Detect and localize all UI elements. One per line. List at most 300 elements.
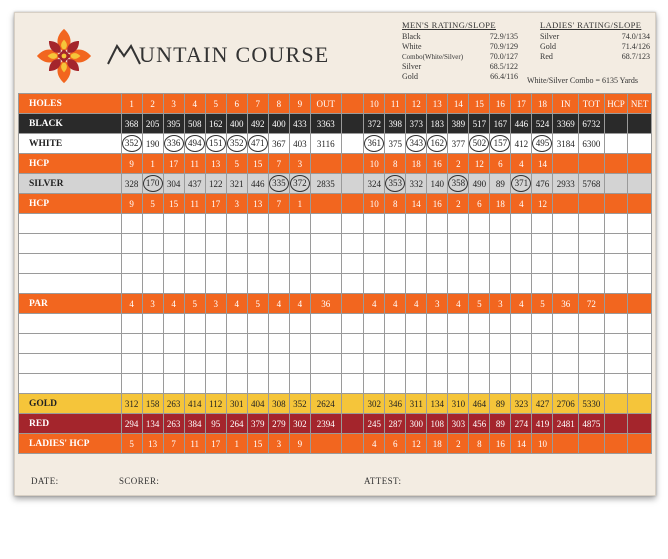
score-entry-cell[interactable] [490,254,511,274]
circled-value: 335 [269,175,289,192]
yardage-cell [604,294,628,314]
score-entry-cell[interactable] [532,234,553,254]
yardage-cell: 10 [364,154,385,174]
score-entry-cell[interactable] [226,334,247,354]
score-entry-cell[interactable] [553,374,579,394]
yardage-cell [628,114,652,134]
score-entry-cell[interactable] [532,334,553,354]
score-entry-cell[interactable] [406,274,427,294]
score-entry-cell[interactable] [163,374,184,394]
player-score-row[interactable] [19,254,652,274]
score-entry-cell[interactable] [604,334,628,354]
score-entry-cell[interactable] [490,214,511,234]
player-score-row[interactable] [19,274,652,294]
yardage-cell: 3 [490,294,511,314]
score-entry-cell[interactable] [247,334,268,354]
yardage-cell [511,174,532,194]
player-name-cell[interactable] [19,354,122,374]
score-entry-cell[interactable] [226,214,247,234]
score-entry-cell[interactable] [310,234,341,254]
score-entry-cell[interactable] [553,354,579,374]
yardage-cell [604,194,628,214]
yardage-cell: 18 [532,94,553,114]
score-entry-cell[interactable] [289,354,310,374]
score-entry-cell[interactable] [142,214,163,234]
yardage-cell: 89 [490,414,511,434]
score-entry-cell[interactable] [511,374,532,394]
score-entry-cell[interactable] [247,254,268,274]
score-entry-cell[interactable] [427,214,448,234]
score-entry-cell[interactable] [579,274,605,294]
score-entry-cell[interactable] [385,214,406,234]
player-score-row[interactable] [19,234,652,254]
score-entry-cell[interactable] [310,334,341,354]
score-entry-cell[interactable] [310,274,341,294]
score-entry-cell[interactable] [364,334,385,354]
score-entry-cell[interactable] [469,374,490,394]
score-entry-cell[interactable] [427,234,448,254]
circled-value: 343 [406,135,426,152]
score-entry-cell[interactable] [490,354,511,374]
yardage-cell: 352 [289,394,310,414]
score-entry-cell[interactable] [628,254,652,274]
score-entry-cell[interactable] [247,234,268,254]
score-entry-cell[interactable] [628,314,652,334]
yardage-cell: 1 [289,194,310,214]
yardage-cell [628,194,652,214]
score-entry-cell[interactable] [289,214,310,234]
player-score-row[interactable] [19,374,652,394]
score-entry-cell[interactable] [385,334,406,354]
score-entry-cell[interactable] [579,254,605,274]
player-name-cell[interactable] [19,314,122,334]
score-entry-cell[interactable] [385,274,406,294]
yardage-cell: 419 [532,414,553,434]
score-entry-cell[interactable] [427,354,448,374]
score-entry-cell[interactable] [310,354,341,374]
score-entry-cell[interactable] [247,374,268,394]
score-entry-cell[interactable] [121,254,142,274]
score-entry-cell[interactable] [341,374,364,394]
score-entry-cell[interactable] [511,334,532,354]
score-entry-cell[interactable] [511,214,532,234]
yardage-cell: 108 [427,414,448,434]
score-entry-cell[interactable] [604,374,628,394]
player-score-row[interactable] [19,214,652,234]
score-entry-cell[interactable] [511,254,532,274]
yardage-cell [579,154,605,174]
score-entry-cell[interactable] [163,214,184,234]
yardage-cell: 517 [469,114,490,134]
score-entry-cell[interactable] [553,314,579,334]
score-entry-cell[interactable] [364,254,385,274]
circled-value: 502 [469,135,489,152]
score-entry-cell[interactable] [364,274,385,294]
score-entry-cell[interactable] [406,254,427,274]
flower-logo-icon [35,27,93,85]
yardage-cell: 4 [121,294,142,314]
score-entry-cell[interactable] [406,334,427,354]
score-entry-cell[interactable] [247,314,268,334]
score-entry-cell[interactable] [469,354,490,374]
score-entry-cell[interactable] [121,214,142,234]
score-entry-cell[interactable] [289,274,310,294]
yardage-cell: 18 [427,434,448,454]
score-entry-cell[interactable] [184,354,205,374]
score-entry-cell[interactable] [268,234,289,254]
score-entry-cell[interactable] [532,254,553,274]
score-entry-cell[interactable] [385,234,406,254]
row-label: GOLD [19,394,122,414]
yardage-cell: 15 [247,154,268,174]
score-entry-cell[interactable] [448,314,469,334]
score-entry-cell[interactable] [490,334,511,354]
yardage-cell: 508 [184,114,205,134]
mens-rating-row: White 70.9/129 [402,42,518,51]
score-entry-cell[interactable] [142,374,163,394]
score-entry-cell[interactable] [310,314,341,334]
yardage-cell: 279 [268,414,289,434]
yardage-cell: 8 [469,434,490,454]
yardage-cell: 183 [427,114,448,134]
score-entry-cell[interactable] [341,274,364,294]
yardage-cell: 13 [142,434,163,454]
score-entry-cell[interactable] [364,354,385,374]
score-entry-cell[interactable] [184,234,205,254]
score-entry-cell[interactable] [448,254,469,274]
score-entry-cell[interactable] [205,354,226,374]
yardage-cell [310,194,341,214]
mens-rating-heading: MEN'S RATING/SLOPE [402,20,496,30]
score-entry-cell[interactable] [142,354,163,374]
score-entry-cell[interactable] [341,334,364,354]
score-entry-cell[interactable] [406,214,427,234]
score-entry-cell[interactable] [604,254,628,274]
score-entry-cell[interactable] [341,214,364,234]
yardage-cell: 5 [184,294,205,314]
score-entry-cell[interactable] [427,374,448,394]
score-entry-cell[interactable] [532,214,553,234]
score-entry-cell[interactable] [341,354,364,374]
circled-value: 361 [364,135,384,152]
yardage-cell: 4 [226,294,247,314]
yardage-cell: 5 [469,294,490,314]
score-entry-cell[interactable] [184,254,205,274]
yardage-cell [628,434,652,454]
yardage-cell: 400 [226,114,247,134]
score-entry-cell[interactable] [121,274,142,294]
score-entry-cell[interactable] [289,314,310,334]
score-entry-cell[interactable] [268,374,289,394]
score-entry-cell[interactable] [490,314,511,334]
holes-row [19,94,652,114]
yardage-cell: 13 [205,154,226,174]
player-score-row[interactable] [19,354,652,374]
score-entry-cell[interactable] [532,274,553,294]
hcp-row [19,154,652,174]
yardage-cell: 7 [268,154,289,174]
score-entry-cell[interactable] [163,254,184,274]
player-name-cell[interactable] [19,374,122,394]
yardage-cell: 4 [268,294,289,314]
yardage-cell [247,134,268,154]
score-entry-cell[interactable] [532,354,553,374]
score-entry-cell[interactable] [341,254,364,274]
yardage-cell: 490 [469,174,490,194]
score-entry-cell[interactable] [205,214,226,234]
score-entry-cell[interactable] [121,334,142,354]
score-entry-cell[interactable] [406,374,427,394]
score-entry-cell[interactable] [406,314,427,334]
black-tee-row [19,114,652,134]
score-entry-cell[interactable] [142,254,163,274]
score-entry-cell[interactable] [427,254,448,274]
circled-value: 162 [427,135,447,152]
player-score-row[interactable] [19,334,652,354]
score-entry-cell[interactable] [163,274,184,294]
yardage-cell: 5 [121,434,142,454]
score-entry-cell[interactable] [490,234,511,254]
score-entry-cell[interactable] [184,214,205,234]
score-entry-cell[interactable] [226,354,247,374]
score-entry-cell[interactable] [628,274,652,294]
yardage-cell: 6732 [579,114,605,134]
score-entry-cell[interactable] [163,354,184,374]
score-entry-cell[interactable] [247,274,268,294]
yardage-cell [205,134,226,154]
score-entry-cell[interactable] [121,314,142,334]
yardage-cell: 263 [163,394,184,414]
score-entry-cell[interactable] [553,214,579,234]
player-score-row[interactable] [19,314,652,334]
score-entry-cell[interactable] [121,374,142,394]
score-entry-cell[interactable] [142,314,163,334]
score-entry-cell[interactable] [469,234,490,254]
yardage-cell: 384 [184,414,205,434]
yardage-cell: 15 [247,434,268,454]
yardage-cell [604,134,628,154]
score-entry-cell[interactable] [268,254,289,274]
score-entry-cell[interactable] [142,334,163,354]
score-entry-cell[interactable] [205,274,226,294]
score-entry-cell[interactable] [341,234,364,254]
yardage-cell: 2 [448,434,469,454]
score-entry-cell[interactable] [121,354,142,374]
score-entry-cell[interactable] [310,214,341,234]
score-entry-cell[interactable] [226,274,247,294]
score-entry-cell[interactable] [205,234,226,254]
yardage-cell: 190 [142,134,163,154]
yardage-cell [163,134,184,154]
yardage-cell: 4 [184,94,205,114]
score-entry-cell[interactable] [406,234,427,254]
score-entry-cell[interactable] [205,314,226,334]
yardage-cell: 10 [532,434,553,454]
yardage-cell: 6 [385,434,406,454]
score-entry-cell[interactable] [341,314,364,334]
score-entry-cell[interactable] [163,314,184,334]
score-entry-cell[interactable] [205,334,226,354]
score-entry-cell[interactable] [604,354,628,374]
score-entry-cell[interactable] [385,254,406,274]
score-entry-cell[interactable] [448,274,469,294]
score-entry-cell[interactable] [364,234,385,254]
score-entry-cell[interactable] [268,314,289,334]
score-entry-cell[interactable] [226,254,247,274]
score-entry-cell[interactable] [448,234,469,254]
yardage-cell: 16 [490,94,511,114]
score-entry-cell[interactable] [579,334,605,354]
circled-value: 371 [511,175,531,192]
score-entry-cell[interactable] [448,374,469,394]
player-name-cell[interactable] [19,214,122,234]
yardage-cell [226,134,247,154]
player-name-cell[interactable] [19,274,122,294]
circled-value: 157 [490,135,510,152]
yardage-cell: 8 [385,154,406,174]
score-entry-cell[interactable] [226,374,247,394]
score-entry-cell[interactable] [628,374,652,394]
yardage-cell: 15 [163,194,184,214]
yardage-cell: 89 [490,394,511,414]
score-entry-cell[interactable] [364,374,385,394]
score-entry-cell[interactable] [268,334,289,354]
score-entry-cell[interactable] [604,274,628,294]
score-entry-cell[interactable] [205,374,226,394]
score-entry-cell[interactable] [268,274,289,294]
yardage-cell: 446 [511,114,532,134]
score-entry-cell[interactable] [406,354,427,374]
score-entry-cell[interactable] [289,254,310,274]
score-entry-cell[interactable] [448,214,469,234]
mens-rating-row: Gold 66.4/116 [402,72,518,81]
yardage-cell [341,194,364,214]
score-entry-cell[interactable] [163,334,184,354]
score-entry-cell[interactable] [427,334,448,354]
score-entry-cell[interactable] [469,254,490,274]
score-entry-cell[interactable] [427,274,448,294]
score-entry-cell[interactable] [142,274,163,294]
score-entry-cell[interactable] [469,214,490,234]
yardage-cell: 456 [469,414,490,434]
score-entry-cell[interactable] [490,274,511,294]
score-entry-cell[interactable] [532,314,553,334]
yardage-cell: 3 [427,294,448,314]
score-entry-cell[interactable] [579,214,605,234]
score-entry-cell[interactable] [604,314,628,334]
score-entry-cell[interactable] [511,234,532,254]
yardage-cell: 12 [406,94,427,114]
score-entry-cell[interactable] [142,234,163,254]
score-entry-cell[interactable] [385,354,406,374]
yardage-cell: 6 [226,94,247,114]
score-entry-cell[interactable] [628,214,652,234]
score-entry-cell[interactable] [268,354,289,374]
yardage-cell: 14 [448,94,469,114]
yardage-cell [310,434,341,454]
score-entry-cell[interactable] [579,234,605,254]
score-entry-cell[interactable] [628,354,652,374]
score-entry-cell[interactable] [448,354,469,374]
score-entry-cell[interactable] [289,234,310,254]
row-label: HCP [19,154,122,174]
yardage-cell [341,94,364,114]
score-entry-cell[interactable] [469,334,490,354]
row-label: HOLES [19,94,122,114]
score-entry-cell[interactable] [205,254,226,274]
score-entry-cell[interactable] [184,334,205,354]
score-entry-cell[interactable] [310,254,341,274]
score-entry-cell[interactable] [247,214,268,234]
yardage-cell: 1 [142,154,163,174]
yardage-cell: 321 [226,174,247,194]
score-entry-cell[interactable] [289,334,310,354]
score-entry-cell[interactable] [385,314,406,334]
score-entry-cell[interactable] [226,234,247,254]
score-entry-cell[interactable] [289,374,310,394]
player-name-cell[interactable] [19,334,122,354]
score-entry-cell[interactable] [385,374,406,394]
score-entry-cell[interactable] [579,354,605,374]
yardage-cell: 3116 [310,134,341,154]
yardage-cell [604,114,628,134]
score-entry-cell[interactable] [163,234,184,254]
score-entry-cell[interactable] [511,274,532,294]
score-entry-cell[interactable] [490,374,511,394]
score-entry-cell[interactable] [553,234,579,254]
score-entry-cell[interactable] [448,334,469,354]
score-entry-cell[interactable] [184,314,205,334]
player-name-cell[interactable] [19,254,122,274]
score-entry-cell[interactable] [628,334,652,354]
score-entry-cell[interactable] [628,234,652,254]
score-entry-cell[interactable] [604,234,628,254]
score-entry-cell[interactable] [121,234,142,254]
player-name-cell[interactable] [19,234,122,254]
yardage-cell: 5 [226,154,247,174]
yardage-cell: 437 [184,174,205,194]
score-entry-cell[interactable] [469,274,490,294]
yardage-cell: 10 [364,194,385,214]
score-entry-cell[interactable] [247,354,268,374]
gold-tee-row [19,394,652,414]
score-entry-cell[interactable] [268,214,289,234]
score-entry-cell[interactable] [604,214,628,234]
score-entry-cell[interactable] [364,314,385,334]
score-entry-cell[interactable] [553,334,579,354]
yardage-cell: 377 [448,134,469,154]
score-entry-cell[interactable] [184,374,205,394]
score-entry-cell[interactable] [226,314,247,334]
score-entry-cell[interactable] [427,314,448,334]
yardage-cell: 72 [579,294,605,314]
score-entry-cell[interactable] [553,254,579,274]
score-entry-cell[interactable] [511,354,532,374]
score-entry-cell[interactable] [469,314,490,334]
yardage-cell [579,194,605,214]
yardage-cell: 427 [532,394,553,414]
score-entry-cell[interactable] [310,374,341,394]
score-entry-cell[interactable] [579,314,605,334]
score-entry-cell[interactable] [553,274,579,294]
yardage-cell: 303 [448,414,469,434]
score-entry-cell[interactable] [511,314,532,334]
score-entry-cell[interactable] [579,374,605,394]
score-entry-cell[interactable] [532,374,553,394]
score-entry-cell[interactable] [184,274,205,294]
score-entry-cell[interactable] [364,214,385,234]
circled-value: 352 [227,135,247,152]
